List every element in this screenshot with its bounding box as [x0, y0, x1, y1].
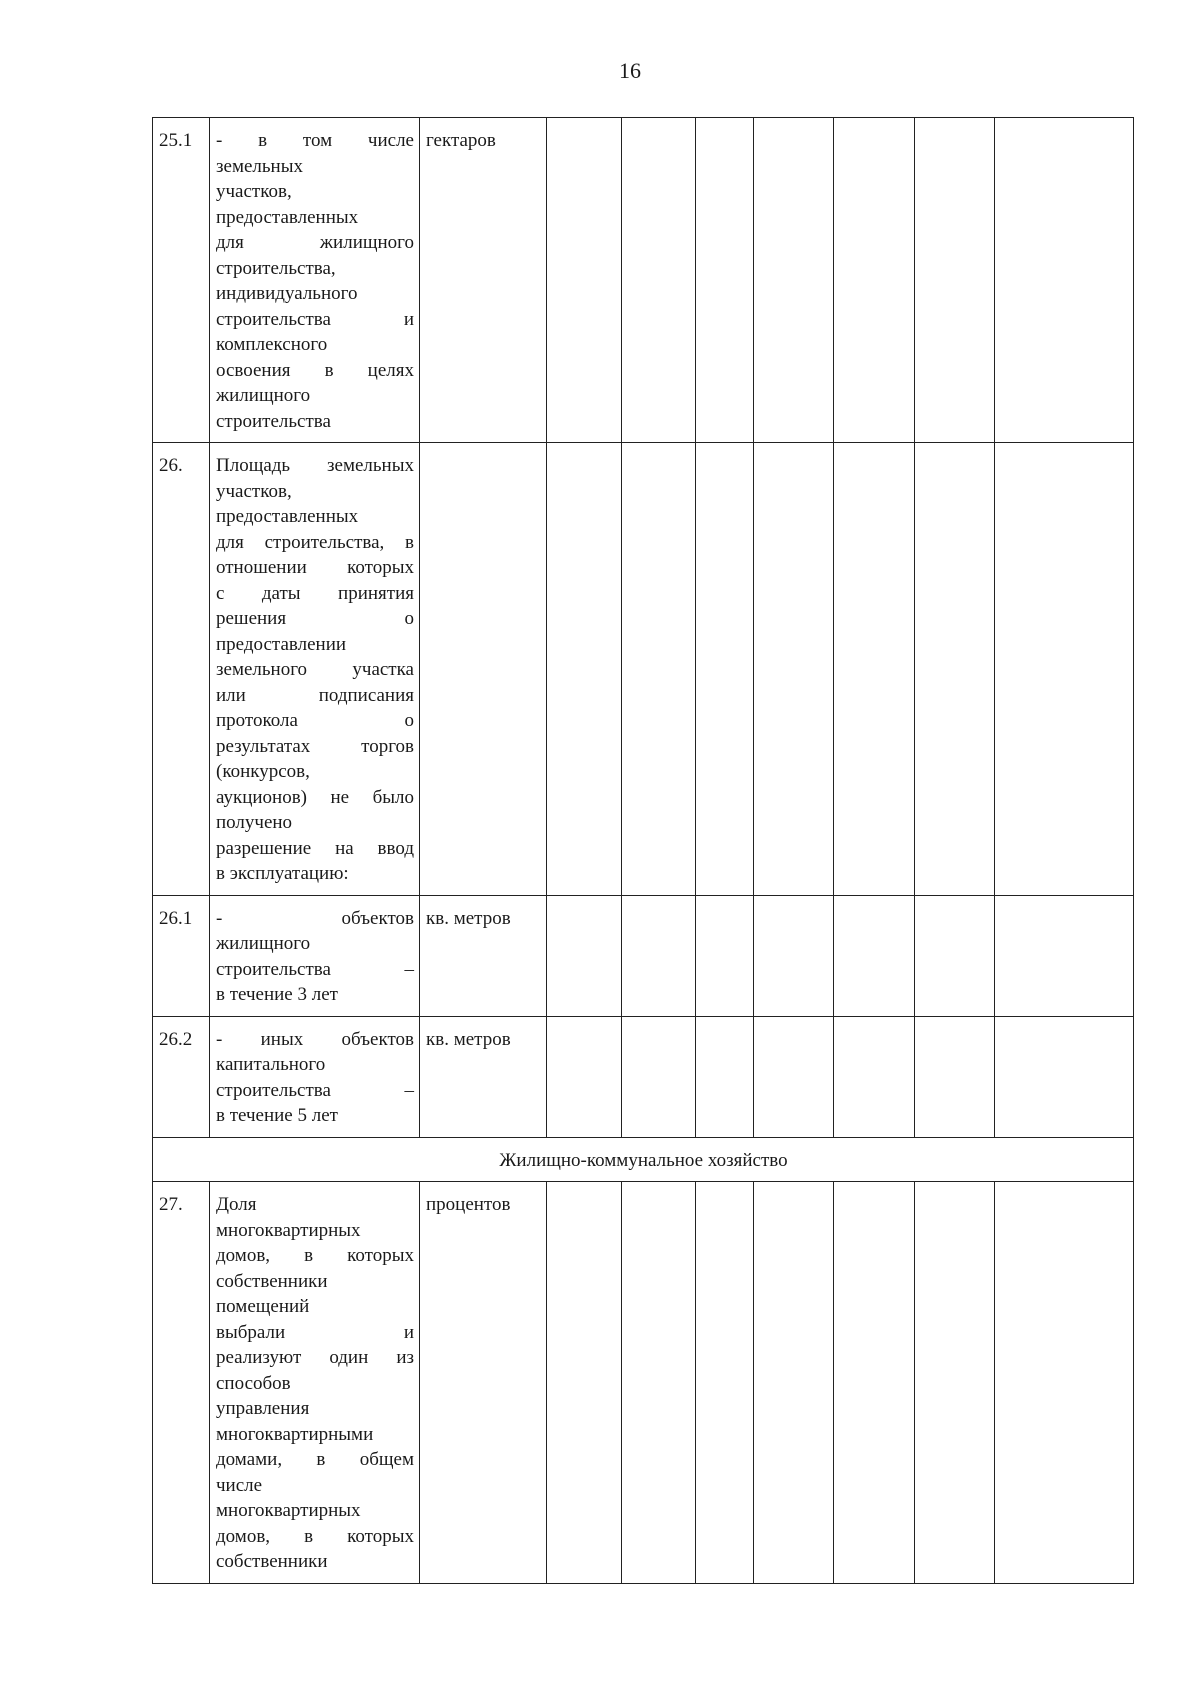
- row-description: [210, 118, 420, 443]
- description-line: получено: [216, 812, 293, 833]
- table-body-section: [153, 1137, 1134, 1182]
- row-description: [210, 1182, 420, 1584]
- description-line: домов, в которых: [216, 1245, 414, 1266]
- description-line: (конкурсов,: [216, 761, 310, 782]
- table-row: [153, 1182, 1134, 1584]
- description-line: многоквартирных: [216, 1500, 361, 1521]
- description-line: реализуют один из: [216, 1347, 414, 1368]
- row-unit: кв. метров: [420, 895, 547, 1016]
- description-line: индивидуального: [216, 283, 358, 304]
- description-line: собственники: [216, 1551, 328, 1572]
- value-cell: [547, 895, 622, 1016]
- value-cell: [915, 443, 995, 896]
- description-line: в течение 3 лет: [216, 984, 338, 1005]
- description-line: предоставленных: [216, 506, 359, 527]
- value-cell: [834, 1182, 915, 1584]
- table-row: [153, 443, 1134, 896]
- description-line: предоставленных: [216, 206, 359, 228]
- value-cell: [696, 443, 754, 896]
- description-line: для строительства, в: [216, 531, 414, 553]
- row-number: 27.: [153, 1182, 210, 1584]
- row-unit: кв. метров: [420, 1016, 547, 1137]
- description-line: жилищного: [216, 385, 311, 406]
- value-cell: [834, 895, 915, 1016]
- description-line: или подписания: [216, 684, 414, 706]
- description-line: - объектов: [216, 907, 414, 929]
- value-cell: [622, 443, 696, 896]
- table-body-land: [153, 118, 1134, 1138]
- section-title: Жилищно-коммунальное хозяйство: [153, 1137, 1134, 1182]
- value-cell: [754, 443, 834, 896]
- row-number: 26.2: [153, 1016, 210, 1137]
- description-line: домов, в которых: [216, 1525, 414, 1547]
- row-number: 26.: [153, 443, 210, 896]
- section-row: [153, 1137, 1134, 1182]
- description-line: управления: [216, 1398, 310, 1419]
- description-line: домами, в общем: [216, 1449, 414, 1470]
- value-cell: [547, 1016, 622, 1137]
- description-line: жилищного: [216, 933, 311, 954]
- description-line: земельных: [216, 155, 303, 177]
- value-cell: [915, 1016, 995, 1137]
- description-line: числе: [216, 1474, 263, 1496]
- row-number: 25.1: [153, 118, 210, 443]
- value-cell: [622, 118, 696, 443]
- value-cell: [915, 118, 995, 443]
- page-number: 16: [619, 58, 641, 83]
- description-line: результатах торгов: [216, 735, 414, 757]
- value-cell: [622, 895, 696, 1016]
- description-line: - иных объектов: [216, 1028, 414, 1050]
- value-cell: [696, 895, 754, 1016]
- value-cell: [754, 118, 834, 443]
- table-body-housing: [153, 1182, 1134, 1584]
- description-line: участков,: [216, 480, 292, 502]
- description-line: капитального: [216, 1054, 326, 1075]
- description-line: многоквартирных: [216, 1219, 361, 1241]
- value-cell: [995, 1182, 1134, 1584]
- table-row: [153, 895, 1134, 1016]
- description-line: многоквартирными: [216, 1423, 374, 1445]
- value-cell: [995, 1016, 1134, 1137]
- description-line: строительства,: [216, 257, 336, 279]
- description-line: строительства –: [216, 958, 414, 980]
- description-line: строительства –: [216, 1079, 414, 1101]
- value-cell: [622, 1016, 696, 1137]
- value-cell: [834, 118, 915, 443]
- table-row: [153, 118, 1134, 443]
- value-cell: [696, 118, 754, 443]
- value-cell: [547, 1182, 622, 1584]
- table-row: [153, 1016, 1134, 1137]
- description-line: участков,: [216, 181, 292, 202]
- description-line: освоения в целях: [216, 359, 414, 381]
- description-line: выбрали и: [216, 1321, 414, 1343]
- value-cell: [754, 895, 834, 1016]
- value-cell: [915, 1182, 995, 1584]
- value-cell: [834, 1016, 915, 1137]
- row-number: 26.1: [153, 895, 210, 1016]
- description-line: собственники: [216, 1270, 328, 1292]
- value-cell: [622, 1182, 696, 1584]
- row-description: [210, 895, 420, 1016]
- value-cell: [834, 443, 915, 896]
- description-line: Доля: [216, 1194, 257, 1215]
- value-cell: [754, 1016, 834, 1137]
- value-cell: [696, 1182, 754, 1584]
- description-line: строительства и: [216, 308, 414, 330]
- description-line: в течение 5 лет: [216, 1105, 338, 1126]
- description-line: в эксплуатацию:: [216, 863, 349, 884]
- description-line: предоставлении: [216, 633, 347, 655]
- value-cell: [547, 118, 622, 443]
- description-line: земельного участка: [216, 659, 414, 680]
- description-line: Площадь земельных: [216, 455, 414, 476]
- value-cell: [995, 895, 1134, 1016]
- description-line: - в том числе: [216, 130, 414, 151]
- value-cell: [696, 1016, 754, 1137]
- row-unit: [420, 443, 547, 896]
- value-cell: [547, 443, 622, 896]
- value-cell: [995, 443, 1134, 896]
- description-line: строительства: [216, 410, 331, 432]
- value-cell: [915, 895, 995, 1016]
- row-description: [210, 1016, 420, 1137]
- row-unit: процентов: [420, 1182, 547, 1584]
- description-line: помещений: [216, 1296, 310, 1317]
- description-line: комплексного: [216, 334, 328, 355]
- row-unit: гектаров: [420, 118, 547, 443]
- description-line: решения о: [216, 608, 414, 629]
- row-description: [210, 443, 420, 896]
- value-cell: [995, 118, 1134, 443]
- description-line: аукционов) не было: [216, 786, 414, 808]
- description-line: способов: [216, 1372, 291, 1394]
- description-line: отношении которых: [216, 557, 414, 578]
- description-line: протокола о: [216, 710, 414, 731]
- description-line: с даты принятия: [216, 582, 414, 604]
- indicators-table: [152, 117, 1134, 1584]
- description-line: разрешение на ввод: [216, 837, 414, 859]
- description-line: для жилищного: [216, 232, 414, 253]
- value-cell: [754, 1182, 834, 1584]
